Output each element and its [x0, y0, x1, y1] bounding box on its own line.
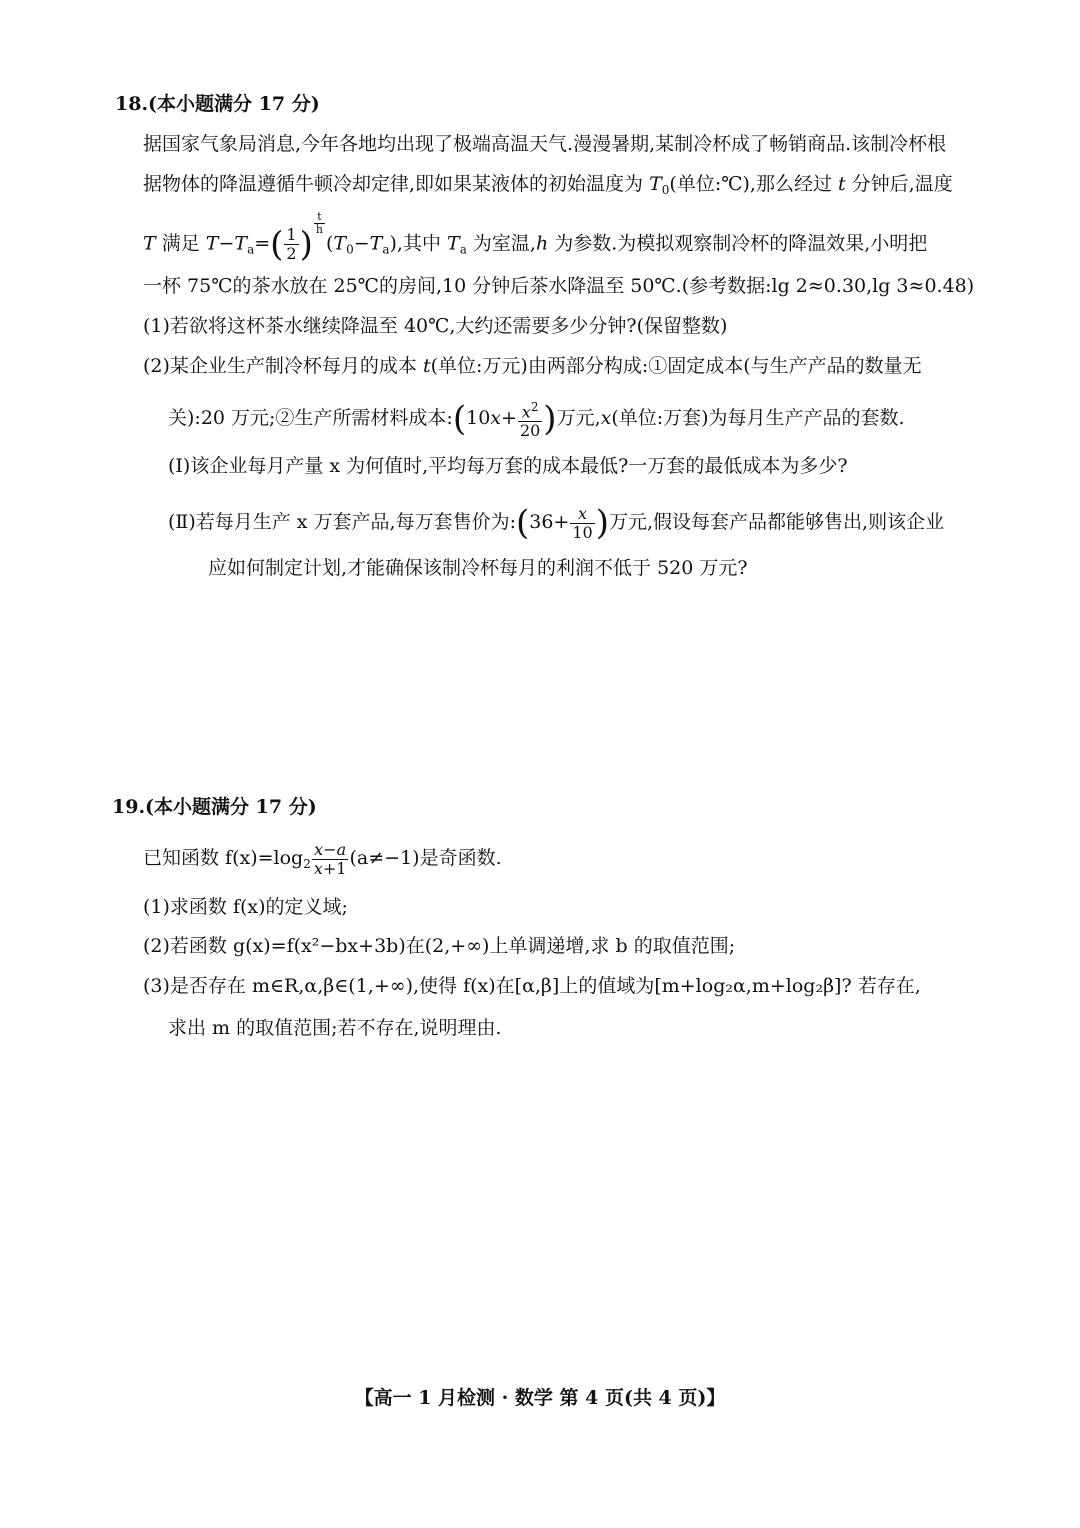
q19-part2: (2)若函数 g(x)=f(x²−bx+3b)在(2,+∞)上单调递增,求 b 的取值范围;	[143, 935, 736, 957]
q18-sub-ii: (Ⅱ)若每月生产 x 万套产品,每万套售价为:(36+ $\frac{x}{10}$ )万元,假设每套产品都能够售出,则该企业	[168, 503, 945, 543]
q18-part2: (2)某企业生产制冷杯每月的成本 t(单位:万元)由两部分构成:①固定成本(与生产产品的数量无	[143, 355, 922, 377]
q19-title: 19.(本小题满分 17 分)	[112, 796, 317, 818]
q19-part1: (1)求函数 f(x)的定义域;	[143, 896, 348, 918]
page-footer: 【高一 1 月检测 · 数学 第 4 页(共 4 页)】	[354, 1387, 726, 1409]
q18-line2: 据物体的降温遵循牛顿冷却定律,即如果某液体的初始温度为 $T_0$(单位:℃),那么经过 t 分钟后,温度	[143, 173, 953, 197]
q19-part3: (3)是否存在 m∈R,α,β∈(1,+∞),使得 f(x)在[α,β]上的值域为[m+log₂α,m+log₂β]? 若存在,	[143, 975, 921, 997]
q18-sub-ii-cont: 应如何制定计划,才能确保该制冷杯每月的利润不低于 520 万元?	[208, 557, 748, 579]
q18-line1: 据国家气象局消息,今年各地均出现了极端高温天气.漫漫暑期,某制冷杯成了畅销商品.该制冷杯根	[143, 133, 947, 155]
q18-title: 18.(本小题满分 17 分)	[115, 93, 320, 115]
q18-line4: 一杯 75℃的茶水放在 25℃的房间,10 分钟后茶水降温至 50℃.(参考数据:lg 2≈0.30,lg 3≈0.48)	[143, 275, 975, 297]
q18-part1: (1)若欲将这杯茶水继续降温至 40℃,大约还需要多少分钟?(保留整数)	[143, 315, 728, 337]
q19-line1: 已知函数 $f(x)=\log_2$ $\frac{x-a}{x+1}$ (a≠−1)是奇函数.	[143, 839, 502, 878]
q18-sub-i: (Ⅰ)该企业每月产量 x 为何值时,平均每万套的成本最低?一万套的最低成本为多少?	[168, 455, 848, 477]
q19-part3-cont: 求出 m 的取值范围;若不存在,说明理由.	[168, 1017, 502, 1039]
q18-formula-line: T 满足 $T-T_a=$( $\frac{1}{2}$ ) $^{\frac{t}{h}}$ $(T_0-T_a)$,其中 $T_a$ 为室温,h 为参数.为模拟观察制冷杯的降温效果,小明把	[143, 209, 928, 265]
q18-part2-cont: 关):20 万元;②生产所需材料成本:(10x+ $\frac{x^2}{20}$ )万元,x(单位:万套)为每月生产产品的套数.	[168, 399, 905, 441]
